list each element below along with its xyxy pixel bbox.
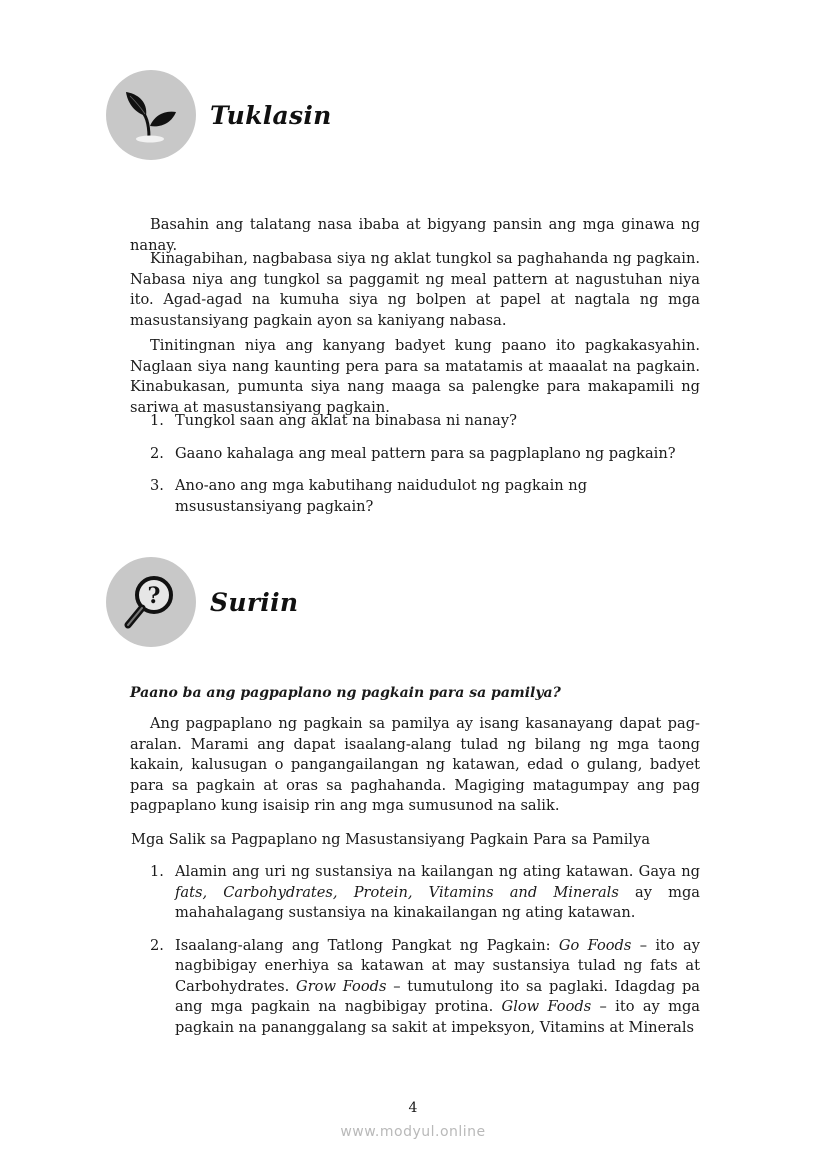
tuklasin-paragraph-1 bbox=[130, 249, 700, 331]
section-title-tuklasin: Tuklasin bbox=[210, 100, 332, 130]
italic-term: Glow Foods bbox=[501, 998, 592, 1015]
factors-list bbox=[150, 862, 700, 1038]
suriin-subheading: Paano ba ang pagpaplano ng pagkain para sa pamilya? bbox=[130, 685, 561, 701]
factor-item bbox=[150, 862, 700, 924]
plant-sprout-icon bbox=[106, 70, 196, 160]
factors-list-title-wrap bbox=[131, 830, 701, 851]
text-run: – ito ay nagbibigay enerhiya sa katawan at may sustansiya tulad ng fats at Carbohydrates. bbox=[175, 936, 700, 995]
italic-term: Go Foods bbox=[558, 936, 632, 954]
text-run: Alamin ang uri ng sustansiya na kailangan ng ating katawan. Gaya ng bbox=[175, 863, 700, 880]
suriin-paragraph-wrap bbox=[130, 714, 700, 817]
factor-item bbox=[150, 936, 700, 1039]
suriin-subheading-wrap bbox=[130, 683, 700, 704]
tuklasin-header bbox=[106, 70, 332, 160]
question-number: 1. bbox=[150, 412, 164, 429]
factor-text bbox=[175, 936, 700, 1039]
factor-number: 2. bbox=[150, 936, 164, 954]
question-item bbox=[150, 476, 700, 517]
question-item bbox=[150, 411, 700, 432]
question-number: 3. bbox=[150, 477, 164, 494]
question-text: Tungkol saan ang aklat na binabasa ni nanay? bbox=[175, 412, 517, 429]
story-paragraph: Tinitingnan niya ang kanyang badyet kung paano ito pagkakasyahin. Naglaan siya nang kaunting pera para sa matatamis at maaalat na pagkain. Kinabukasan, pumunta siya nang maaga sa palengke para makapamili ng sariwa at masustansiyang pagkain. bbox=[130, 337, 700, 416]
suriin-header bbox=[106, 557, 298, 647]
svg-text:?: ? bbox=[147, 583, 161, 609]
story-paragraph: Kinagabihan, nagbabasa siya ng aklat tungkol sa paghahanda ng pagkain. Nabasa niya ang tungkol sa paggamit ng meal pattern at nagustuhan niya ito. Agad-agad na kumuha siya ng bolpen at papel at nagtala ng mga masustansiyang pagkain ayon sa kaniyang nabasa. bbox=[130, 250, 700, 329]
tuklasin-paragraph-2 bbox=[130, 336, 700, 418]
suriin-paragraph: Ang pagpaplano ng pagkain sa pamilya ay isang kasanayang dapat pag-aralan. Marami ang dapat isaalang-alang tulad ng bilang ng mga taong kakain, kalusugan o pangangailangan ng katawan, edad o gulang, badyet para sa pagkain at oras sa paghahanda. Magiging matagumpay ang pag pagpaplano kung isaisip rin ang mga sumusunod na salik. bbox=[130, 715, 700, 814]
question-number: 2. bbox=[150, 444, 164, 462]
text-run: ay mga mahahalagang sustansiya na kinakailangan ng ating katawan. bbox=[175, 883, 700, 921]
italic-term: Grow Foods bbox=[296, 977, 387, 995]
factor-number: 1. bbox=[150, 863, 164, 880]
watermark: www.modyul.online bbox=[340, 1124, 486, 1140]
italic-term: fats, Carbohydrates, Protein, Vitamins and Minerals bbox=[175, 883, 619, 901]
section-title-suriin: Suriin bbox=[210, 587, 299, 617]
page-number: 4 bbox=[408, 1100, 418, 1116]
tuklasin-questions bbox=[150, 411, 700, 517]
question-text: Ano-ano ang mga kabutihang naidudulot ng pagkain ng msusustansiyang pagkain? bbox=[175, 477, 588, 515]
text-run: – tumutulong ito sa paglaki. Idagdag pa ang mga pagkain na nagbibigay protina. bbox=[175, 977, 700, 1015]
intro-paragraph: Basahin ang talatang nasa ibaba at bigyang pansin ang mga ginawa ng nanay. bbox=[130, 216, 700, 254]
magnifier-question-icon bbox=[106, 557, 196, 647]
text-run: Isaalang-alang ang Tatlong Pangkat ng Pagkain: bbox=[175, 936, 559, 954]
question-text: Gaano kahalaga ang meal pattern para sa pagplaplano ng pagkain? bbox=[175, 444, 676, 462]
question-item bbox=[150, 444, 700, 465]
factor-text bbox=[175, 862, 700, 924]
text-run: – ito ay mga pagkain na pananggalang sa sakit at impeksyon, Vitamins at Minerals bbox=[175, 998, 700, 1036]
factors-list-title: Mga Salik sa Pagpaplano ng Masustansiyang Pagkain Para sa Pamilya bbox=[131, 831, 651, 848]
